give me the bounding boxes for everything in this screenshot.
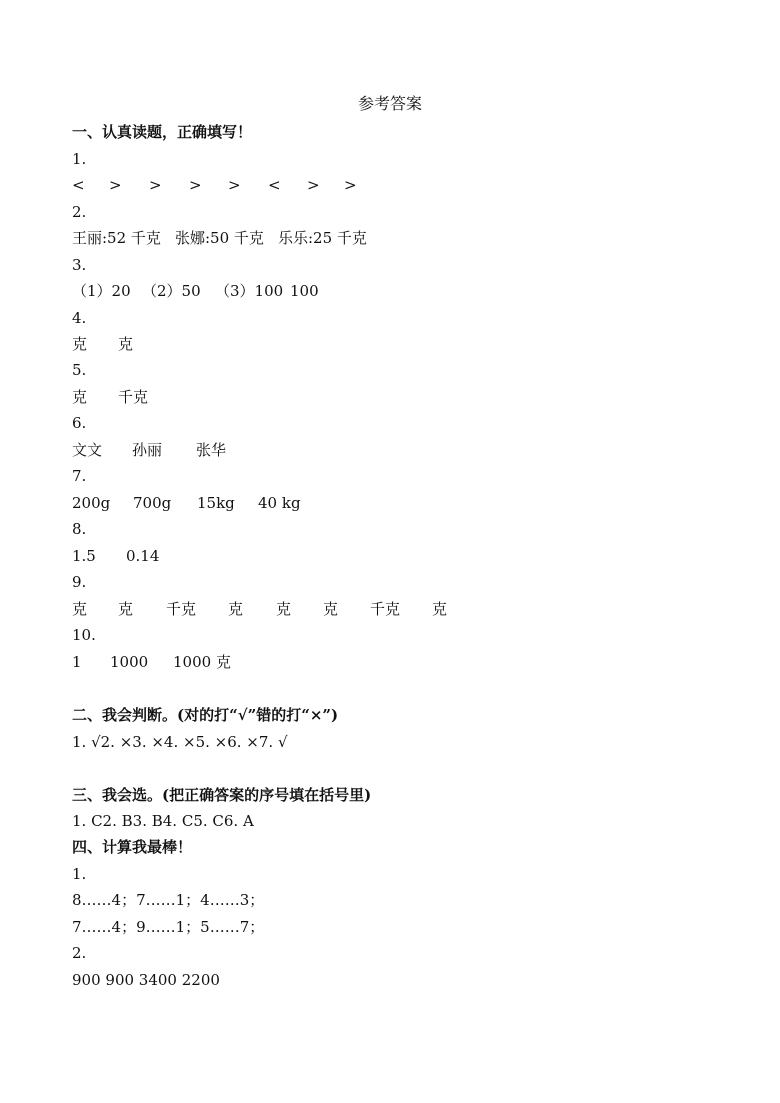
q7-number: 7.	[72, 467, 87, 485]
q8-answer: 1.5	[72, 547, 96, 565]
q3-answer: （3）100	[215, 282, 284, 300]
q1-answer: >	[189, 176, 202, 194]
q1-answer: >	[307, 176, 320, 194]
q9-answer: 克	[276, 600, 292, 618]
q1-answer: >	[228, 176, 241, 194]
q6-answer: 张华	[196, 441, 227, 459]
q6-answer: 孙丽	[132, 441, 163, 459]
q3-answer: 100	[290, 282, 319, 300]
q8-answer: 0.14	[126, 547, 160, 565]
section-2-heading: 二、我会判断。(对的打“√”错的打“×”)	[72, 706, 339, 724]
q5-number: 5.	[72, 361, 87, 379]
q3-answer: （1）20	[72, 282, 131, 300]
s4-q1-number: 1.	[72, 865, 87, 883]
section-2-answer: 1. √2. ×3. ×4. ×5. ×6. ×7. √	[72, 733, 288, 751]
q4-answer: 克	[118, 335, 134, 353]
q7-answer: 15kg	[197, 494, 235, 512]
q9-answer: 克	[432, 600, 448, 618]
q10-answer: 1	[72, 653, 82, 671]
s4-q2-answer: 900 900 3400 2200	[72, 971, 220, 989]
q7-answer: 40 kg	[258, 494, 301, 512]
section-4-heading: 四、计算我最棒！	[72, 838, 193, 856]
q3-answer: （2）50	[142, 282, 201, 300]
q1-answer: >	[344, 176, 357, 194]
section-3-heading: 三、我会选。(把正确答案的序号填在括号里)	[72, 786, 372, 804]
page-title: 参考答案	[357, 94, 422, 113]
q3-number: 3.	[72, 256, 87, 274]
q5-answer: 克	[72, 388, 88, 406]
q9-number: 9.	[72, 573, 87, 591]
q7-answer: 700g	[133, 494, 172, 512]
q4-number: 4.	[72, 309, 87, 327]
q10-answer: 1000	[110, 653, 149, 671]
q1-answer: <	[268, 176, 281, 194]
q2-number: 2.	[72, 203, 87, 221]
q10-answer: 1000 克	[173, 653, 231, 671]
q1-number: 1.	[72, 150, 87, 168]
q4-answer: 克	[72, 335, 88, 353]
q7-answer: 200g	[72, 494, 111, 512]
q1-answer: >	[149, 176, 162, 194]
q5-answer: 千克	[118, 388, 149, 406]
s4-q2-number: 2.	[72, 944, 87, 962]
s4-q1-line-2: 7……4；9……1；5……7；	[72, 918, 265, 936]
q9-answer: 克	[118, 600, 134, 618]
q1-answer: <	[72, 176, 85, 194]
q2-answer: 王丽:52 千克	[72, 229, 161, 247]
q2-answer: 张娜:50 千克	[175, 229, 264, 247]
q9-answer: 克	[228, 600, 244, 618]
q10-number: 10.	[72, 626, 96, 644]
q9-answer: 克	[323, 600, 339, 618]
s4-q1-line-1: 8……4；7……1；4……3；	[72, 891, 265, 909]
q9-answer: 克	[72, 600, 88, 618]
q1-answer: >	[109, 176, 122, 194]
q9-answer: 千克	[166, 600, 197, 618]
q9-answer: 千克	[370, 600, 401, 618]
section-1-heading: 一、认真读题，正确填写！	[72, 123, 253, 141]
q8-number: 8.	[72, 520, 87, 538]
q2-answer: 乐乐:25 千克	[278, 229, 367, 247]
section-3-answer: 1. C2. B3. B4. C5. C6. A	[72, 812, 254, 830]
q6-answer: 文文	[72, 441, 103, 459]
q6-number: 6.	[72, 414, 87, 432]
